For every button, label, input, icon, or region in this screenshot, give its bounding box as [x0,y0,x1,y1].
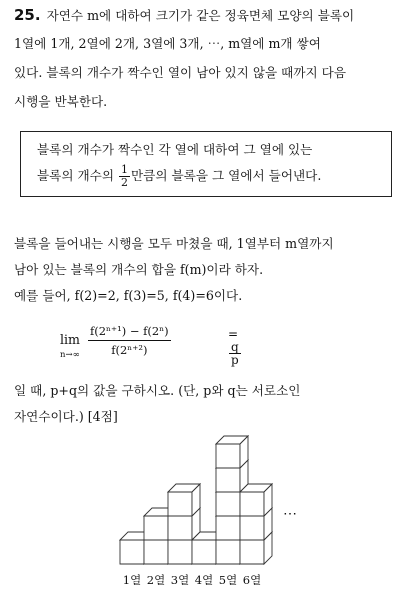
block-front [216,492,240,516]
body-line-3: 예를 들어, f(2)=2, f(3)=5, f(4)=6이다. [14,288,243,303]
column-label: 1열 [122,573,142,587]
block-front [240,492,264,516]
block-front [240,540,264,564]
column-label: 5열 [218,573,238,587]
body-line-2: 남아 있는 블록의 개수의 합을 f(m)이라 하자. [14,262,264,277]
body-line-1: 블록을 들어내는 시행을 모두 마쳤을 때, 1열부터 m열까지 [14,236,334,251]
block-front [192,540,216,564]
block-front [240,516,264,540]
block-front [168,516,192,540]
block-front [168,492,192,516]
problem-line-4: 시행을 반복한다. [14,94,108,109]
block-front [120,540,144,564]
question-line-2: 자연수이다.) [4점] [14,409,118,424]
rhs: = $\frac{q}{p}$ [228,326,239,367]
block-front [216,468,240,492]
block-front [216,444,240,468]
column-label: 2열 [146,573,166,587]
problem-line-2: 1열에 1개, 2열에 2개, 3열에 3개, ⋯, m열에 m개 쌓여 [14,36,321,51]
block-front [144,540,168,564]
column-label: 4열 [194,573,214,587]
column-label: 6열 [242,573,262,587]
half-fraction: $\frac{1}{2}$ [121,163,129,189]
block-front [216,540,240,564]
block-front [216,516,240,540]
block-front [144,516,168,540]
problem-number: 25. [14,6,41,24]
block-front [168,540,192,564]
lim-symbol: lim [60,332,80,347]
rule-line-2: 블록의 개수의 $\frac{1}{2}$ 만큼의 블록을 그 열에서 들어낸다. [37,163,322,189]
limit-fraction: f(2ⁿ⁺¹) − f(2ⁿ) f(2ⁿ⁺²) [90,324,169,357]
question-line-1: 일 때, p+q의 값을 구하시오. (단, p와 q는 서로소인 [14,383,301,398]
column-label: 3열 [170,573,190,587]
problem-line-1: 25. 자연수 m에 대하여 크기가 같은 정육면체 모양의 블록이 [14,6,355,24]
problem-line-3: 있다. 블록의 개수가 짝수인 열이 남아 있지 않을 때까지 다음 [14,65,347,80]
rule-line-1: 블록의 개수가 짝수인 각 열에 대하여 그 열에 있는 [37,142,313,157]
ellipsis: ⋯ [283,506,298,522]
lim-subscript: n→∞ [60,350,80,360]
